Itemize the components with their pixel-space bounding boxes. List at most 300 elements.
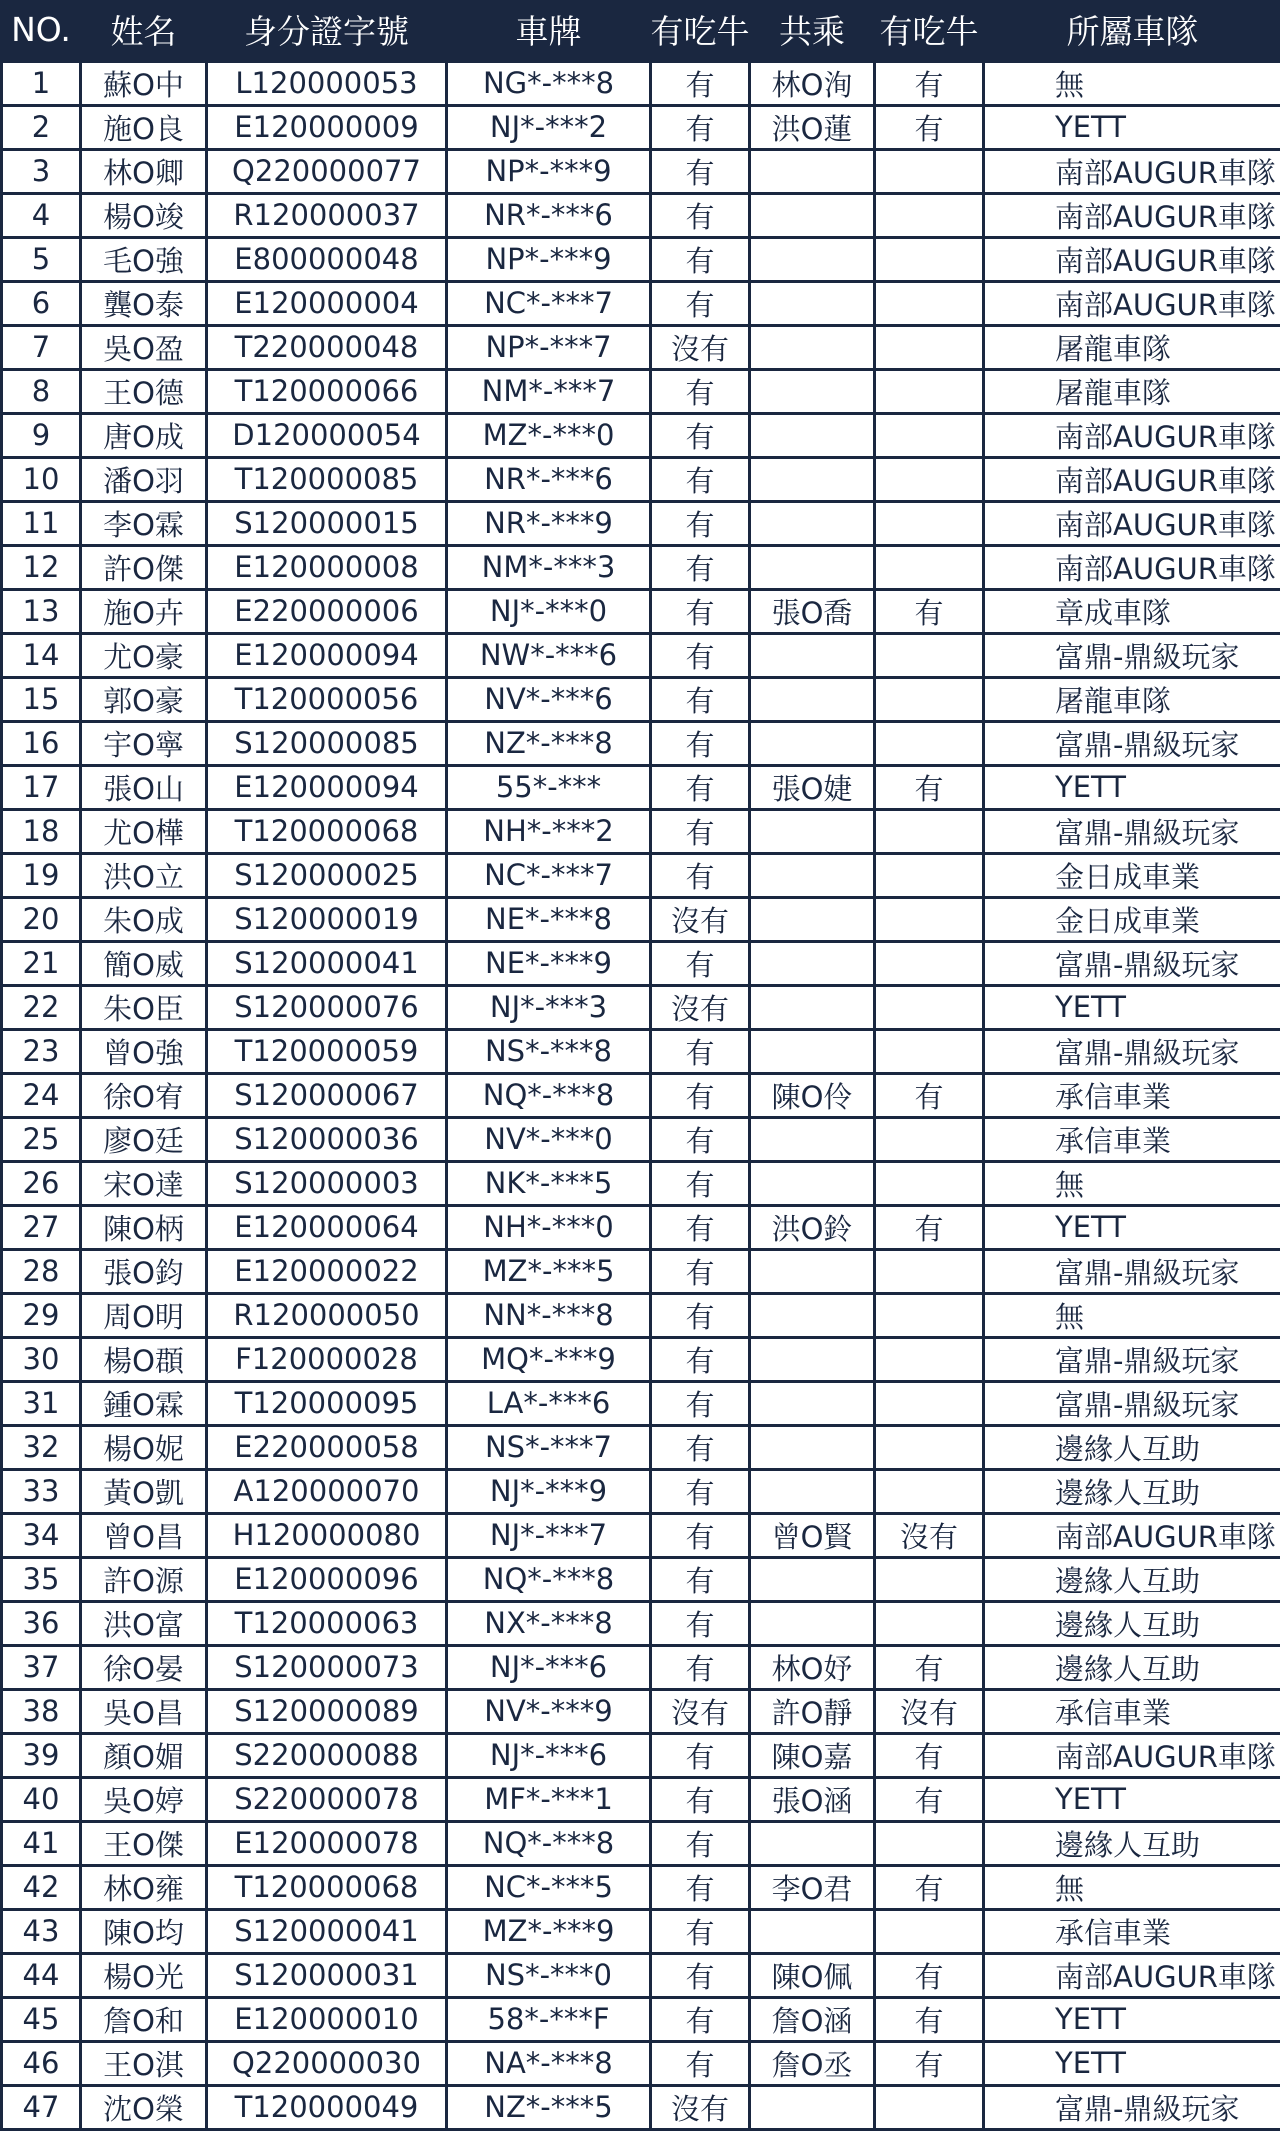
cell-id-number: S120000067 <box>207 1073 447 1117</box>
table-row <box>2 413 1280 457</box>
table-row <box>2 941 1280 985</box>
cell-no: 47 <box>2 2085 81 2129</box>
cell-id-number: T120000063 <box>207 1601 447 1645</box>
cell-eats-beef: 有 <box>651 1997 750 2041</box>
cell-name: 洪O富 <box>81 1601 207 1645</box>
cell-id-number: L120000053 <box>207 61 447 105</box>
cell-name: 吳O婷 <box>81 1777 207 1821</box>
cell-team: 富鼎-鼎級玩家 <box>984 809 1280 853</box>
cell-plate: LA*-***6 <box>447 1381 651 1425</box>
cell-carpool <box>750 985 875 1029</box>
cell-carpool <box>750 1469 875 1513</box>
cell-name: 施O良 <box>81 105 207 149</box>
cell-name: 林O卿 <box>81 149 207 193</box>
cell-eats-beef: 沒有 <box>651 325 750 369</box>
cell-carpool-eats-beef: 有 <box>875 1733 984 1777</box>
cell-no: 38 <box>2 1689 81 1733</box>
table-row <box>2 721 1280 765</box>
cell-plate: NX*-***8 <box>447 1601 651 1645</box>
header-carpool-eats-beef: 有吃牛 <box>875 0 984 61</box>
cell-eats-beef: 有 <box>651 501 750 545</box>
cell-carpool-eats-beef: 有 <box>875 1645 984 1689</box>
cell-carpool: 林O妤 <box>750 1645 875 1689</box>
cell-team: 南部AUGUR車隊 <box>984 1513 1280 1557</box>
cell-team: 無 <box>984 1865 1280 1909</box>
cell-eats-beef: 有 <box>651 1073 750 1117</box>
cell-id-number: S120000031 <box>207 1953 447 1997</box>
header-carpool: 共乘 <box>750 0 875 61</box>
cell-carpool <box>750 809 875 853</box>
cell-name: 許O源 <box>81 1557 207 1601</box>
cell-team: 無 <box>984 61 1280 105</box>
cell-team: 南部AUGUR車隊 <box>984 1953 1280 1997</box>
table-row <box>2 1381 1280 1425</box>
cell-team: YETT <box>984 1777 1280 1821</box>
cell-id-number: E220000006 <box>207 589 447 633</box>
cell-carpool <box>750 281 875 325</box>
cell-id-number: T120000056 <box>207 677 447 721</box>
cell-eats-beef: 有 <box>651 853 750 897</box>
cell-carpool-eats-beef <box>875 1337 984 1381</box>
cell-name: 沈O榮 <box>81 2085 207 2129</box>
cell-carpool-eats-beef: 有 <box>875 765 984 809</box>
cell-team: 南部AUGUR車隊 <box>984 149 1280 193</box>
cell-carpool <box>750 677 875 721</box>
cell-name: 徐O晏 <box>81 1645 207 1689</box>
cell-id-number: E120000094 <box>207 765 447 809</box>
cell-carpool-eats-beef: 有 <box>875 1953 984 1997</box>
cell-name: 吳O昌 <box>81 1689 207 1733</box>
cell-id-number: Q220000030 <box>207 2041 447 2085</box>
table-row <box>2 809 1280 853</box>
cell-carpool-eats-beef <box>875 149 984 193</box>
cell-no: 19 <box>2 853 81 897</box>
cell-carpool-eats-beef: 有 <box>875 1777 984 1821</box>
cell-team: 金日成車業 <box>984 853 1280 897</box>
cell-plate: MZ*-***0 <box>447 413 651 457</box>
cell-carpool <box>750 1601 875 1645</box>
cell-eats-beef: 有 <box>651 149 750 193</box>
cell-name: 周O明 <box>81 1293 207 1337</box>
cell-team: 南部AUGUR車隊 <box>984 1733 1280 1777</box>
cell-id-number: Q220000077 <box>207 149 447 193</box>
header-row <box>2 0 1280 61</box>
cell-plate: NV*-***9 <box>447 1689 651 1733</box>
cell-eats-beef: 有 <box>651 1601 750 1645</box>
cell-team: YETT <box>984 105 1280 149</box>
cell-plate: NJ*-***7 <box>447 1513 651 1557</box>
cell-team: 承信車業 <box>984 1117 1280 1161</box>
cell-plate: NC*-***7 <box>447 281 651 325</box>
cell-plate: NJ*-***6 <box>447 1733 651 1777</box>
cell-team: 邊緣人互助 <box>984 1469 1280 1513</box>
cell-no: 15 <box>2 677 81 721</box>
cell-eats-beef: 有 <box>651 413 750 457</box>
cell-carpool <box>750 941 875 985</box>
cell-no: 9 <box>2 413 81 457</box>
cell-no: 36 <box>2 1601 81 1645</box>
cell-no: 35 <box>2 1557 81 1601</box>
cell-plate: NQ*-***8 <box>447 1821 651 1865</box>
cell-name: 林O雍 <box>81 1865 207 1909</box>
cell-name: 張O鈞 <box>81 1249 207 1293</box>
table-row <box>2 149 1280 193</box>
cell-carpool: 張O喬 <box>750 589 875 633</box>
cell-name: 尤O豪 <box>81 633 207 677</box>
cell-team: 南部AUGUR車隊 <box>984 237 1280 281</box>
cell-id-number: S120000025 <box>207 853 447 897</box>
cell-carpool <box>750 369 875 413</box>
table-row <box>2 1337 1280 1381</box>
header-id-number: 身分證字號 <box>207 0 447 61</box>
cell-plate: NA*-***8 <box>447 2041 651 2085</box>
cell-team: 南部AUGUR車隊 <box>984 413 1280 457</box>
cell-team: 屠龍車隊 <box>984 677 1280 721</box>
cell-no: 11 <box>2 501 81 545</box>
cell-plate: NR*-***6 <box>447 193 651 237</box>
cell-team: YETT <box>984 1997 1280 2041</box>
cell-team: YETT <box>984 2041 1280 2085</box>
cell-id-number: S120000085 <box>207 721 447 765</box>
cell-name: 徐O宥 <box>81 1073 207 1117</box>
cell-carpool-eats-beef <box>875 1029 984 1073</box>
cell-id-number: S120000076 <box>207 985 447 1029</box>
cell-no: 23 <box>2 1029 81 1073</box>
cell-carpool-eats-beef <box>875 457 984 501</box>
cell-carpool-eats-beef: 有 <box>875 1205 984 1249</box>
cell-carpool-eats-beef <box>875 1425 984 1469</box>
cell-team: 富鼎-鼎級玩家 <box>984 1029 1280 1073</box>
cell-plate: NH*-***2 <box>447 809 651 853</box>
cell-id-number: T120000085 <box>207 457 447 501</box>
cell-team: YETT <box>984 985 1280 1029</box>
cell-plate: MZ*-***5 <box>447 1249 651 1293</box>
cell-carpool <box>750 633 875 677</box>
cell-id-number: T220000048 <box>207 325 447 369</box>
cell-id-number: T120000068 <box>207 1865 447 1909</box>
table-row <box>2 193 1280 237</box>
cell-no: 17 <box>2 765 81 809</box>
cell-id-number: F120000028 <box>207 1337 447 1381</box>
cell-plate: NV*-***0 <box>447 1117 651 1161</box>
table-row <box>2 765 1280 809</box>
cell-carpool-eats-beef: 有 <box>875 105 984 149</box>
cell-plate: NJ*-***0 <box>447 589 651 633</box>
cell-team: 富鼎-鼎級玩家 <box>984 633 1280 677</box>
header-plate: 車牌 <box>447 0 651 61</box>
cell-eats-beef: 有 <box>651 941 750 985</box>
cell-eats-beef: 有 <box>651 1029 750 1073</box>
table-row <box>2 897 1280 941</box>
cell-name: 曾O昌 <box>81 1513 207 1557</box>
cell-eats-beef: 有 <box>651 1469 750 1513</box>
table-row <box>2 1293 1280 1337</box>
cell-id-number: T120000068 <box>207 809 447 853</box>
cell-no: 41 <box>2 1821 81 1865</box>
cell-eats-beef: 有 <box>651 633 750 677</box>
table-row <box>2 457 1280 501</box>
cell-id-number: S120000019 <box>207 897 447 941</box>
cell-name: 朱O成 <box>81 897 207 941</box>
cell-no: 34 <box>2 1513 81 1557</box>
cell-no: 40 <box>2 1777 81 1821</box>
cell-eats-beef: 有 <box>651 369 750 413</box>
cell-no: 3 <box>2 149 81 193</box>
cell-team: YETT <box>984 1205 1280 1249</box>
cell-team: 屠龍車隊 <box>984 369 1280 413</box>
cell-carpool-eats-beef: 沒有 <box>875 1513 984 1557</box>
cell-eats-beef: 有 <box>651 1513 750 1557</box>
cell-name: 宋O達 <box>81 1161 207 1205</box>
cell-carpool: 曾O賢 <box>750 1513 875 1557</box>
cell-carpool-eats-beef <box>875 677 984 721</box>
cell-carpool-eats-beef <box>875 413 984 457</box>
cell-eats-beef: 有 <box>651 1293 750 1337</box>
cell-carpool-eats-beef <box>875 1821 984 1865</box>
cell-id-number: S120000041 <box>207 941 447 985</box>
table-row <box>2 589 1280 633</box>
cell-no: 16 <box>2 721 81 765</box>
cell-plate: NE*-***8 <box>447 897 651 941</box>
cell-carpool <box>750 1381 875 1425</box>
cell-plate: NR*-***6 <box>447 457 651 501</box>
cell-no: 12 <box>2 545 81 589</box>
cell-id-number: E220000058 <box>207 1425 447 1469</box>
cell-id-number: E120000009 <box>207 105 447 149</box>
table-row <box>2 545 1280 589</box>
cell-id-number: S120000089 <box>207 1689 447 1733</box>
cell-carpool-eats-beef: 有 <box>875 2041 984 2085</box>
cell-carpool-eats-beef <box>875 985 984 1029</box>
cell-eats-beef: 有 <box>651 1381 750 1425</box>
cell-carpool-eats-beef <box>875 2085 984 2129</box>
cell-name: 毛O強 <box>81 237 207 281</box>
table-row <box>2 1733 1280 1777</box>
cell-eats-beef: 沒有 <box>651 2085 750 2129</box>
cell-carpool <box>750 1161 875 1205</box>
cell-team: 富鼎-鼎級玩家 <box>984 2085 1280 2129</box>
cell-carpool-eats-beef <box>875 237 984 281</box>
table-row <box>2 1557 1280 1601</box>
cell-plate: NR*-***9 <box>447 501 651 545</box>
cell-no: 1 <box>2 61 81 105</box>
cell-name: 顏O媚 <box>81 1733 207 1777</box>
cell-carpool <box>750 193 875 237</box>
cell-id-number: T120000059 <box>207 1029 447 1073</box>
cell-carpool-eats-beef <box>875 325 984 369</box>
cell-id-number: A120000070 <box>207 1469 447 1513</box>
cell-id-number: E120000096 <box>207 1557 447 1601</box>
cell-team: 承信車業 <box>984 1073 1280 1117</box>
cell-name: 洪O立 <box>81 853 207 897</box>
cell-carpool: 陳O佩 <box>750 1953 875 1997</box>
cell-no: 22 <box>2 985 81 1029</box>
cell-name: 宇O寧 <box>81 721 207 765</box>
cell-name: 曾O強 <box>81 1029 207 1073</box>
cell-eats-beef: 有 <box>651 2041 750 2085</box>
cell-id-number: E120000064 <box>207 1205 447 1249</box>
cell-name: 鍾O霖 <box>81 1381 207 1425</box>
cell-carpool-eats-beef: 沒有 <box>875 1689 984 1733</box>
cell-id-number: D120000054 <box>207 413 447 457</box>
cell-carpool <box>750 1557 875 1601</box>
cell-plate: MZ*-***9 <box>447 1909 651 1953</box>
cell-name: 楊O頵 <box>81 1337 207 1381</box>
table-row <box>2 1909 1280 1953</box>
cell-plate: NS*-***8 <box>447 1029 651 1073</box>
cell-id-number: S120000015 <box>207 501 447 545</box>
cell-id-number: E120000022 <box>207 1249 447 1293</box>
cell-no: 29 <box>2 1293 81 1337</box>
cell-carpool <box>750 413 875 457</box>
cell-id-number: R120000050 <box>207 1293 447 1337</box>
cell-id-number: T120000095 <box>207 1381 447 1425</box>
cell-plate: NG*-***8 <box>447 61 651 105</box>
cell-id-number: S220000088 <box>207 1733 447 1777</box>
cell-name: 王O傑 <box>81 1821 207 1865</box>
table-row <box>2 1249 1280 1293</box>
cell-id-number: S120000003 <box>207 1161 447 1205</box>
cell-carpool-eats-beef <box>875 633 984 677</box>
table-row <box>2 1865 1280 1909</box>
cell-id-number: E120000094 <box>207 633 447 677</box>
cell-eats-beef: 沒有 <box>651 985 750 1029</box>
cell-name: 王O淇 <box>81 2041 207 2085</box>
cell-name: 簡O威 <box>81 941 207 985</box>
cell-eats-beef: 有 <box>651 1161 750 1205</box>
cell-eats-beef: 有 <box>651 677 750 721</box>
cell-eats-beef: 有 <box>651 1557 750 1601</box>
cell-carpool: 洪O鈴 <box>750 1205 875 1249</box>
cell-carpool <box>750 1249 875 1293</box>
cell-carpool-eats-beef <box>875 369 984 413</box>
cell-team: 富鼎-鼎級玩家 <box>984 1337 1280 1381</box>
cell-carpool: 張O婕 <box>750 765 875 809</box>
cell-eats-beef: 有 <box>651 237 750 281</box>
cell-team: 邊緣人互助 <box>984 1557 1280 1601</box>
cell-carpool-eats-beef <box>875 281 984 325</box>
cell-carpool-eats-beef <box>875 941 984 985</box>
cell-carpool <box>750 501 875 545</box>
table-row <box>2 1997 1280 2041</box>
cell-carpool-eats-beef <box>875 809 984 853</box>
cell-team: 富鼎-鼎級玩家 <box>984 1381 1280 1425</box>
cell-no: 45 <box>2 1997 81 2041</box>
cell-carpool-eats-beef <box>875 1601 984 1645</box>
cell-plate: NV*-***6 <box>447 677 651 721</box>
cell-team: 富鼎-鼎級玩家 <box>984 941 1280 985</box>
cell-carpool <box>750 721 875 765</box>
table-row <box>2 1469 1280 1513</box>
table-row <box>2 325 1280 369</box>
cell-carpool: 許O靜 <box>750 1689 875 1733</box>
cell-plate: NC*-***5 <box>447 1865 651 1909</box>
cell-plate: 55*-*** <box>447 765 651 809</box>
table-row <box>2 1689 1280 1733</box>
table-row <box>2 1821 1280 1865</box>
cell-no: 39 <box>2 1733 81 1777</box>
cell-carpool <box>750 149 875 193</box>
cell-carpool: 洪O蓮 <box>750 105 875 149</box>
cell-plate: NS*-***0 <box>447 1953 651 1997</box>
cell-name: 吳O盈 <box>81 325 207 369</box>
cell-eats-beef: 有 <box>651 545 750 589</box>
cell-carpool: 林O洵 <box>750 61 875 105</box>
cell-no: 25 <box>2 1117 81 1161</box>
cell-team: 南部AUGUR車隊 <box>984 281 1280 325</box>
cell-id-number: E120000078 <box>207 1821 447 1865</box>
cell-no: 6 <box>2 281 81 325</box>
cell-no: 7 <box>2 325 81 369</box>
cell-no: 24 <box>2 1073 81 1117</box>
cell-eats-beef: 有 <box>651 1733 750 1777</box>
table-row <box>2 677 1280 721</box>
cell-carpool-eats-beef <box>875 1293 984 1337</box>
cell-name: 楊O妮 <box>81 1425 207 1469</box>
table-row <box>2 1953 1280 1997</box>
cell-eats-beef: 有 <box>651 1865 750 1909</box>
cell-id-number: E800000048 <box>207 237 447 281</box>
table-row <box>2 1425 1280 1469</box>
cell-carpool-eats-beef: 有 <box>875 1997 984 2041</box>
cell-eats-beef: 有 <box>651 1909 750 1953</box>
cell-eats-beef: 有 <box>651 193 750 237</box>
header-team: 所屬車隊 <box>984 0 1280 61</box>
table-row <box>2 501 1280 545</box>
cell-name: 潘O羽 <box>81 457 207 501</box>
cell-id-number: E120000004 <box>207 281 447 325</box>
cell-plate: NK*-***5 <box>447 1161 651 1205</box>
cell-carpool <box>750 853 875 897</box>
cell-carpool <box>750 1909 875 1953</box>
cell-no: 32 <box>2 1425 81 1469</box>
cell-team: 無 <box>984 1293 1280 1337</box>
cell-no: 2 <box>2 105 81 149</box>
cell-id-number: S120000041 <box>207 1909 447 1953</box>
cell-eats-beef: 有 <box>651 765 750 809</box>
table-row <box>2 105 1280 149</box>
cell-name: 王O德 <box>81 369 207 413</box>
cell-team: 邊緣人互助 <box>984 1425 1280 1469</box>
cell-carpool-eats-beef <box>875 897 984 941</box>
cell-carpool: 詹O涵 <box>750 1997 875 2041</box>
cell-no: 46 <box>2 2041 81 2085</box>
cell-plate: NM*-***3 <box>447 545 651 589</box>
cell-plate: NM*-***7 <box>447 369 651 413</box>
cell-name: 陳O均 <box>81 1909 207 1953</box>
cell-no: 20 <box>2 897 81 941</box>
cell-no: 37 <box>2 1645 81 1689</box>
cell-plate: NE*-***9 <box>447 941 651 985</box>
cell-name: 李O霖 <box>81 501 207 545</box>
cell-carpool-eats-beef <box>875 1469 984 1513</box>
cell-name: 楊O光 <box>81 1953 207 1997</box>
table-row <box>2 633 1280 677</box>
cell-team: 南部AUGUR車隊 <box>984 457 1280 501</box>
cell-no: 21 <box>2 941 81 985</box>
cell-id-number: E120000008 <box>207 545 447 589</box>
cell-plate: NP*-***9 <box>447 237 651 281</box>
table-row <box>2 853 1280 897</box>
cell-plate: NC*-***7 <box>447 853 651 897</box>
header-no: NO. <box>2 0 81 61</box>
cell-eats-beef: 有 <box>651 1645 750 1689</box>
cell-carpool: 陳O伶 <box>750 1073 875 1117</box>
cell-eats-beef: 有 <box>651 809 750 853</box>
table-row <box>2 1601 1280 1645</box>
cell-plate: NS*-***7 <box>447 1425 651 1469</box>
table-row <box>2 61 1280 105</box>
